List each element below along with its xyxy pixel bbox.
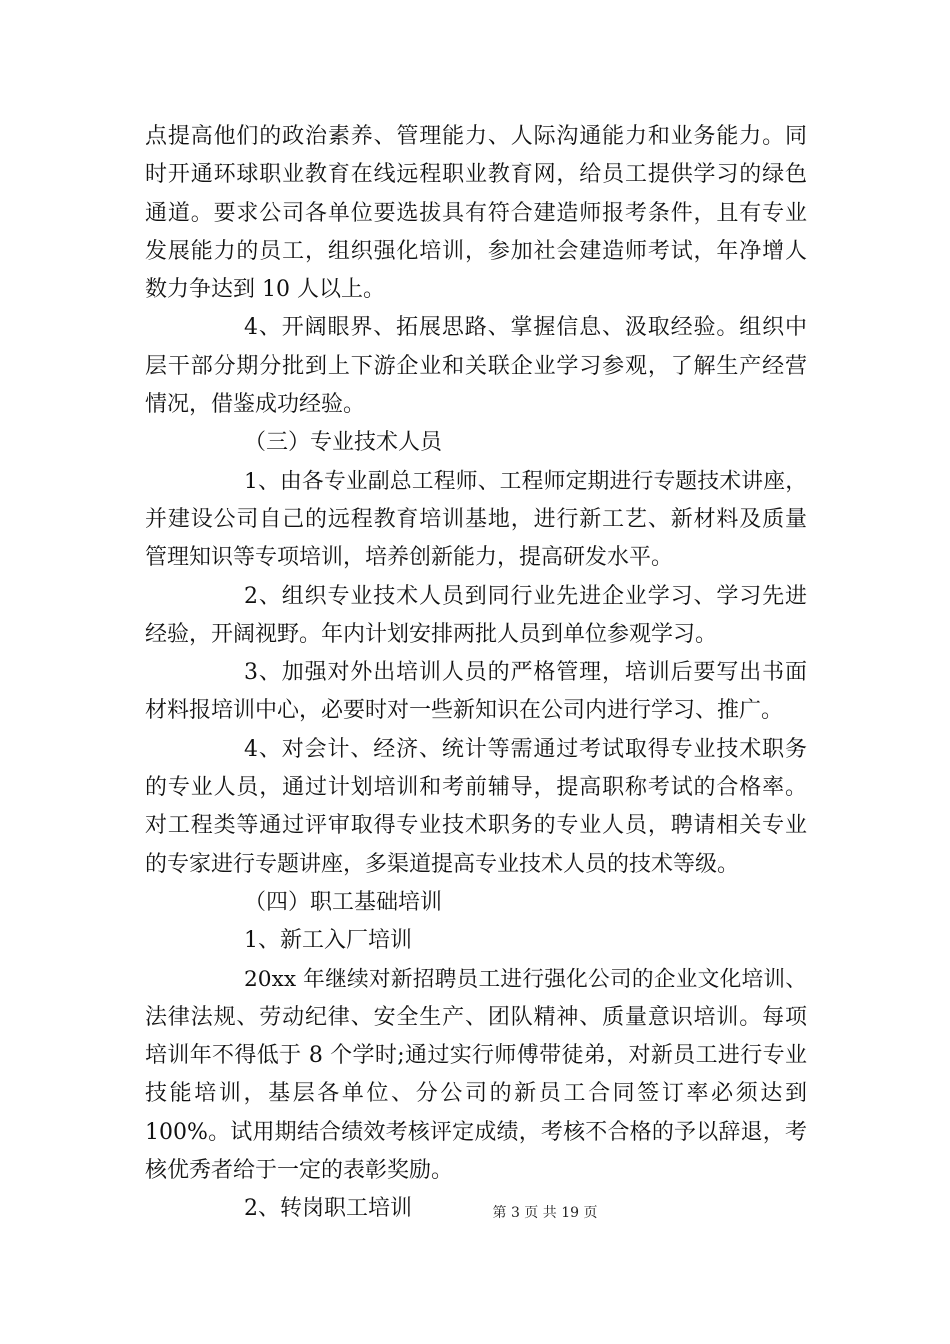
text-line: 并建设公司自己的远程教育培训基地，进行新工艺、新材料及质量 [145,506,807,532]
text-line: 1、新工入厂培训 [244,928,412,954]
text-line: 层干部分期分批到上下游企业和关联企业学习参观，了解生产经营 [145,353,807,379]
text-line: 管理知识等专项培训，培养创新能力，提高研发水平。 [145,545,674,571]
text-line: 经验，开阔视野。年内计划安排两批人员到单位参观学习。 [145,621,718,647]
text-line: 4、对会计、经济、统计等需通过考试取得专业技术职务 [244,736,807,762]
text-line: 技能培训，基层各单位、分公司的新员工合同签订率必须达到 [145,1081,807,1107]
text-line: 对工程类等通过评审取得专业技术职务的专业人员，聘请相关专业 [145,813,807,839]
text-line: 的专业人员，通过计划培训和考前辅导，提高职称考试的合格率。 [145,775,807,801]
text-line: 100%。试用期结合绩效考核评定成绩，考核不合格的予以辞退，考 [145,1119,807,1145]
text-line: 2、组织专业技术人员到同行业先进企业学习、学习先进 [244,583,807,609]
text-line: （三）专业技术人员 [244,430,443,456]
text-line: 2、转岗职工培训 [244,1196,412,1222]
text-line: 时开通环球职业教育在线远程职业教育网，给员工提供学习的绿色 [145,162,807,188]
text-line: 核优秀者给于一定的表彰奖励。 [145,1158,454,1184]
text-line: 的专家进行专题讲座，多渠道提高专业技术人员的技术等级。 [145,851,740,877]
text-line: 1、由各专业副总工程师、工程师定期进行专题技术讲座， [244,468,807,494]
text-line: 培训年不得低于 8 个学时;通过实行师傅带徒弟，对新员工进行专业 [145,1043,807,1069]
text-line: 情况，借鉴成功经验。 [145,392,366,418]
text-line: 20xx 年继续对新招聘员工进行强化公司的企业文化培训、 [244,966,807,992]
page-number: 第 3 页 共 19 页 [492,1205,598,1221]
document-body [145,118,807,1229]
text-line: 数力争达到 10 人以上。 [145,277,385,303]
text-line: （四）职工基础培训 [244,889,443,915]
text-line: 3、加强对外出培训人员的严格管理，培训后要写出书面 [244,660,807,686]
text-line: 法律法规、劳动纪律、安全生产、团队精神、质量意识培训。每项 [145,1004,807,1030]
text-line: 通道。要求公司各单位要选拔具有符合建造师报考条件，且有专业 [145,200,807,226]
text-line: 4、开阔眼界、拓展思路、掌握信息、汲取经验。组织中 [244,315,807,341]
text-line: 材料报培训中心，必要时对一些新知识在公司内进行学习、推广。 [145,698,784,724]
text-line: 点提高他们的政治素养、管理能力、人际沟通能力和业务能力。同 [145,124,807,149]
text-line: 发展能力的员工，组织强化培训，参加社会建造师考试，年净增人 [145,238,807,264]
page-footer [0,1202,950,1222]
